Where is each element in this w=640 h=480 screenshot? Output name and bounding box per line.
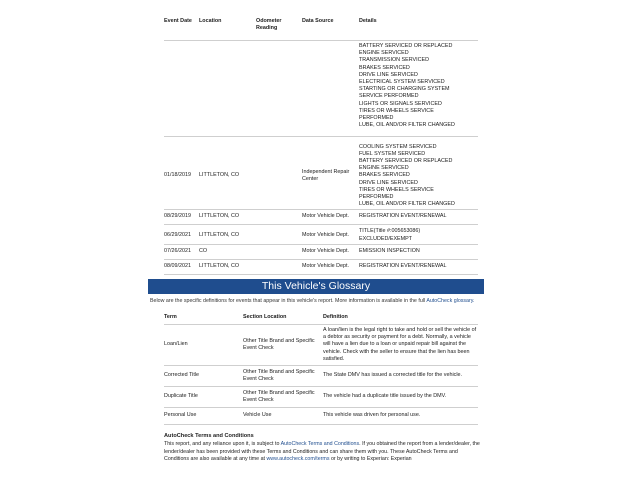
detail-line: EMISSION INSPECTION (359, 248, 420, 255)
detail-line: ELECTRICAL SYSTEM SERVICED (359, 79, 445, 86)
glossary-rows (164, 325, 478, 425)
history-rows (164, 41, 478, 275)
event-details (359, 228, 478, 242)
event-date: 06/29/2021 (164, 231, 191, 238)
glossary-section: Other Title Brand and Specific Event Check (243, 337, 315, 351)
history-row (164, 137, 478, 210)
header-odometer: Odometer Reading (256, 18, 282, 32)
glossary-intro-text: Below are the specific definitions for events that appear in this vehicle's report. More information is available in the full (150, 298, 427, 304)
history-row (164, 225, 478, 245)
detail-line: TRANSMISSION SERVICED (359, 57, 429, 64)
detail-line: LUBE, OIL AND/OR FILTER CHANGED (359, 122, 455, 129)
glossary-table (164, 311, 478, 425)
detail-line: COOLING SYSTEM SERVICED (359, 143, 437, 150)
detail-line: REGISTRATION EVENT/RENEWAL (359, 213, 447, 220)
header-event-date: Event Date (164, 18, 192, 24)
glossary-definition: The vehicle had a duplicate title issued by the DMV. (323, 393, 447, 400)
glossary-banner (148, 279, 484, 294)
detail-line: DRIVE LINE SERVICED (359, 179, 418, 186)
detail-line: BATTERY SERVICED OR REPLACED (359, 157, 453, 164)
detail-line: TITLE(Title #:005653086) (359, 228, 421, 235)
glossary-link[interactable]: AutoCheck glossary. (426, 298, 475, 304)
detail-line: TIRES OR WHEELS SERVICE (359, 107, 434, 114)
header-details: Details (359, 18, 377, 24)
event-details (359, 213, 478, 220)
event-location: CO (199, 248, 208, 255)
data-source: Motor Vehicle Dept. (302, 231, 350, 238)
glossary-section: Other Title Brand and Specific Event Check (243, 389, 315, 403)
detail-line: STARTING OR CHARGING SYSTEM (359, 86, 450, 93)
event-details (359, 263, 478, 270)
event-location: LITTLETON, CO (199, 263, 240, 270)
glossary-table-header (164, 311, 478, 325)
data-source: Motor Vehicle Dept. (302, 248, 350, 255)
detail-line: LUBE, OIL AND/OR FILTER CHANGED (359, 201, 455, 208)
detail-line: PERFORMED (359, 194, 394, 200)
terms-link-url[interactable]: www.autocheck.com/terms (266, 456, 330, 463)
terms-text-2: . If you obtained the report from a lender/dealer, the lender/dealer has been provided with these Terms and Conditions and can share them with you. These AutoCheck Terms and Conditions are also available at any time at (164, 440, 480, 463)
event-details (359, 248, 478, 255)
glossary-definition: This vehicle was driven for personal use. (323, 412, 421, 419)
terms-title: AutoCheck Terms and Conditions (164, 433, 254, 439)
glossary-row (164, 366, 478, 387)
event-location: LITTLETON, CO (199, 213, 240, 220)
terms-section (164, 433, 480, 464)
glossary-definition: The State DMV has issued a corrected title for the vehicle. (323, 372, 463, 379)
detail-line: BATTERY SERVICED OR REPLACED (359, 43, 453, 49)
glossary-intro (150, 298, 490, 304)
glossary-term: Personal Use (164, 412, 197, 419)
detail-line: ENGINE SERVICED (359, 165, 409, 172)
header-section-location: Section Location (243, 313, 287, 320)
terms-text-3: or by writing to Experian: Experian (329, 456, 412, 463)
detail-line: LIGHTS OR SIGNALS SERVICED (359, 100, 442, 107)
glossary-term: Duplicate Title (164, 393, 198, 400)
event-location: LITTLETON, CO (199, 231, 240, 238)
history-row (164, 210, 478, 225)
glossary-section: Other Title Brand and Specific Event Check (243, 368, 315, 382)
detail-line: EXCLUDED/EXEMPT (359, 235, 413, 242)
header-location: Location (199, 18, 222, 24)
terms-text-1: This report, and any reliance upon it, is subject to (164, 440, 281, 447)
history-table-header (164, 14, 478, 41)
detail-line: REGISTRATION EVENT/RENEWAL (359, 263, 447, 270)
detail-line: BRAKES SERVICED (359, 172, 410, 179)
glossary-term: Loan/Lien (164, 341, 188, 348)
event-date: 01/18/2019 (164, 172, 191, 179)
event-date: 08/09/2021 (164, 263, 191, 270)
data-source: Motor Vehicle Dept. (302, 213, 350, 220)
glossary-section: Vehicle Use (243, 412, 272, 419)
data-source: Motor Vehicle Dept. (302, 263, 350, 270)
glossary-term: Corrected Title (164, 372, 200, 379)
detail-line: TIRES OR WHEELS SERVICE (359, 186, 434, 193)
event-date: 07/26/2021 (164, 248, 191, 255)
glossary-row (164, 325, 478, 366)
detail-line: SERVICE PERFORMED (359, 93, 419, 100)
terms-link-conditions[interactable]: AutoCheck Terms and Conditions (280, 440, 360, 447)
event-details (359, 144, 478, 209)
event-location: LITTLETON, CO (199, 172, 240, 179)
header-term: Term (164, 313, 177, 320)
glossary-row (164, 408, 478, 425)
header-definition: Definition (323, 313, 348, 320)
detail-line: BRAKES SERVICED (359, 64, 410, 71)
detail-line: ENGINE SERVICED (359, 50, 409, 57)
history-table (164, 14, 478, 275)
glossary-title: This Vehicle's Glossary (261, 280, 371, 292)
detail-line: PERFORMED (359, 115, 394, 122)
event-details (359, 43, 478, 129)
event-date: 08/29/2019 (164, 213, 191, 220)
data-source: Independent Repair Center (302, 168, 350, 182)
glossary-row (164, 387, 478, 408)
history-row (164, 245, 478, 260)
detail-line: DRIVE LINE SERVICED (359, 71, 418, 78)
history-row (164, 41, 478, 137)
history-row (164, 260, 478, 275)
detail-line: FUEL SYSTEM SERVICED (359, 150, 426, 157)
terms-body (164, 441, 480, 464)
header-data-source: Data Source (302, 18, 334, 24)
glossary-definition: A loan/lien is the legal right to take and hold or sell the vehicle of a debtor as security or payment for a debt. Normally, a vehicle will have a lien due to a loan or unpaid repair bill against the vehicle. Check with the seller to ensure that the lien has been satisfied. (323, 326, 477, 362)
